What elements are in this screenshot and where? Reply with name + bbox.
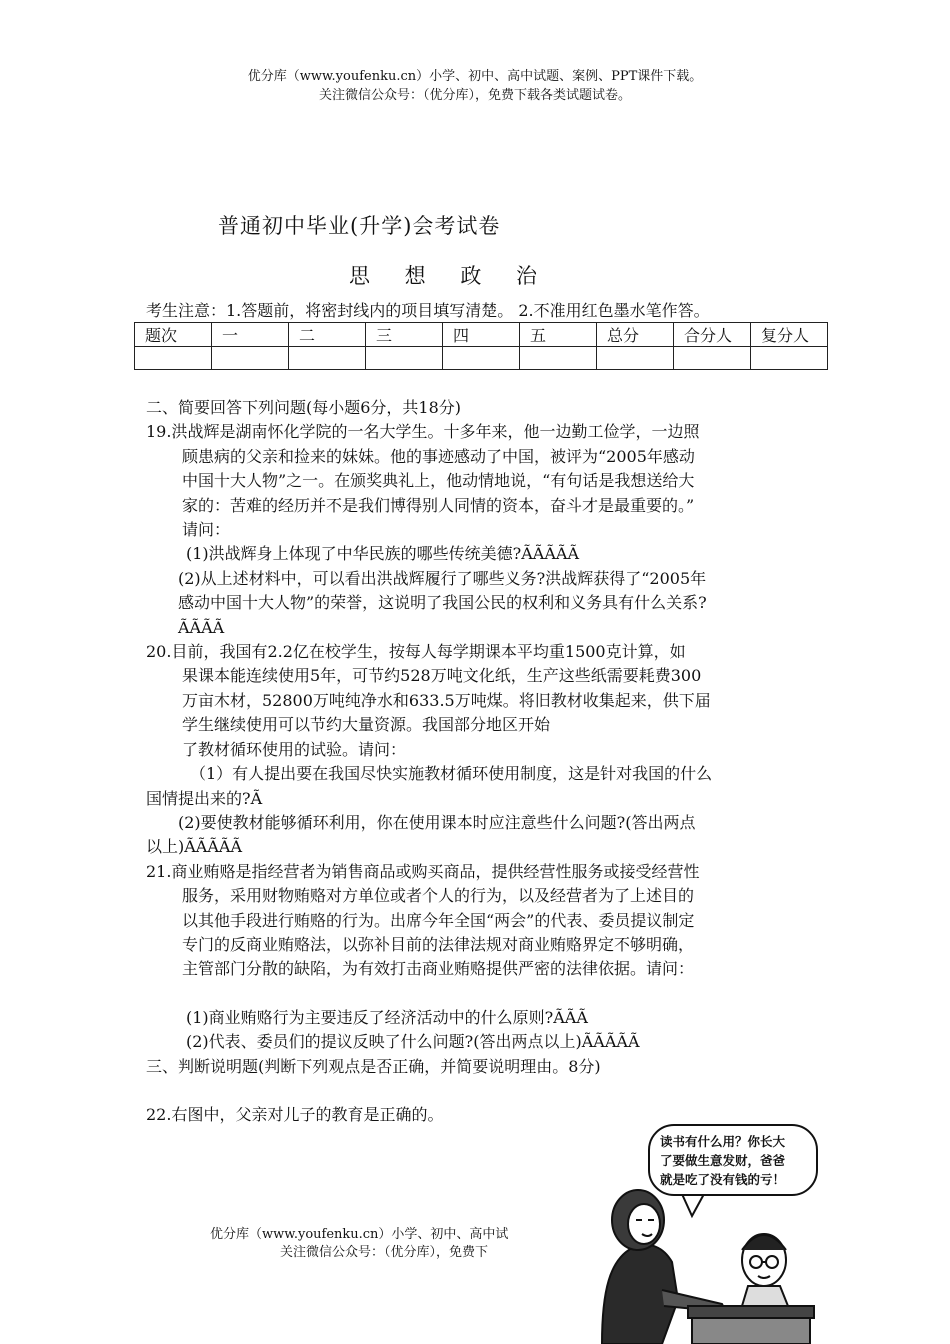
- question-20-line: 20.目前，我国有2.2亿在校学生，按每人每学期课本平均重1500克计算，如: [146, 642, 686, 662]
- bubble-line: 读书有什么用？你长大: [660, 1134, 786, 1149]
- bubble-tail: [682, 1194, 704, 1216]
- score-header-cell: 题次: [135, 323, 212, 347]
- score-entry-cell[interactable]: [289, 347, 366, 370]
- question-21-line: 专门的反商业贿赂法，以弥补目前的法律法规对商业贿赂界定不够明确，: [182, 934, 695, 954]
- question-19-line: 顾患病的父亲和捡来的妹妹。他的事迹感动了中国，被评为“2005年感动: [182, 446, 695, 466]
- question-20-part-2-line: 以上)ÃÃÃÃÃ: [146, 837, 243, 857]
- footer: [0, 1226, 950, 1262]
- score-table-entry-row: [135, 347, 828, 370]
- question-20-line: 了教材循环使用的试验。请问：: [182, 739, 407, 759]
- score-entry-cell[interactable]: [520, 347, 597, 370]
- exam-body: [146, 396, 816, 1127]
- question-21-line: 21.商业贿赂是指经营者为销售商品或购买商品，提供经营性服务或接受经营性: [146, 861, 700, 881]
- section-3-title: 三、判断说明题(判断下列观点是否正确，并简要说明理由。8分): [146, 1056, 601, 1076]
- question-19-line: 19.洪战辉是湖南怀化学院的一名大学生。十多年来，他一边勤工俭学，一边照: [146, 422, 700, 442]
- desk: [688, 1306, 814, 1344]
- score-header-cell: 二: [289, 323, 366, 347]
- score-header-cell: 复分人: [751, 323, 828, 347]
- header-line-1: 优分库（www.youfenku.cn）小学、初中、高中试题、案例、PPT课件下载。: [247, 69, 703, 84]
- score-entry-cell[interactable]: [674, 347, 751, 370]
- question-19-part-2-line: (2)从上述材料中，可以看出洪战辉履行了哪些义务?洪战辉获得了“2005年: [178, 568, 707, 588]
- score-entry-cell[interactable]: [751, 347, 828, 370]
- score-header-cell: 三: [366, 323, 443, 347]
- section-2-title: 二、简要回答下列问题(每小题6分，共18分): [146, 398, 462, 417]
- question-19-part-1: (1)洪战辉身上体现了中华民族的哪些传统美德?ÃÃÃÃÃ: [186, 544, 580, 564]
- question-21-line: 以其他手段进行贿赂的行为。出席今年全国“两会”的代表、委员提议制定: [182, 910, 695, 930]
- question-19-part-2-line: ÃÃÃÃ: [178, 617, 225, 637]
- score-entry-cell[interactable]: [212, 347, 289, 370]
- bubble-line: 了要做生意发财，爸爸: [660, 1153, 786, 1168]
- question-21-part-2: (2)代表、委员们的提议反映了什么问题?(答出两点以上)ÃÃÃÃÃ: [186, 1032, 640, 1052]
- question-20-line: 万亩木材，52800万吨纯净水和633.5万吨煤。将旧教材收集起来，供下届: [182, 690, 711, 710]
- question-20-part-1-line: 国情提出来的?Ã: [146, 788, 263, 808]
- score-entry-cell[interactable]: [135, 347, 212, 370]
- question-21-line: 服务，采用财物贿赂对方单位或者个人的行为，以及经营者为了上述目的: [182, 886, 695, 906]
- question-19-line: 请问：: [182, 520, 231, 540]
- question-20-part-1-line: （1）有人提出要在我国尽快实施教材循环使用制度，这是针对我国的什么: [190, 764, 713, 784]
- question-21-line: 主管部门分散的缺陷，为有效打击商业贿赂提供严密的法律依据。请问：: [182, 959, 695, 979]
- exam-title: 普通初中毕业(升学)会考试卷: [218, 214, 501, 238]
- score-entry-cell[interactable]: [443, 347, 520, 370]
- score-header-cell: 四: [443, 323, 520, 347]
- score-header-cell: 合分人: [674, 323, 751, 347]
- question-20-line: 学生继续使用可以节约大量资源。我国部分地区开始: [182, 715, 551, 735]
- question-21-part-1: (1)商业贿赂行为主要违反了经济活动中的什么原则?ÃÃÃ: [186, 1007, 588, 1027]
- score-table: [134, 322, 828, 370]
- score-header-cell: 五: [520, 323, 597, 347]
- question-20-line: 果课本能连续使用5年，可节约528万吨文化纸，生产这些纸需要耗费300: [182, 666, 702, 686]
- score-entry-cell[interactable]: [597, 347, 674, 370]
- footer-line-2: 关注微信公众号：（优分库），免费下: [280, 1245, 489, 1260]
- score-header-cell: 一: [212, 323, 289, 347]
- question-19-line: 家的：苦难的经历并不是我们博得别人同情的资本，奋斗才是最重要的。”: [182, 495, 695, 515]
- header-line-2: 关注微信公众号：（优分库），免费下载各类试题试卷。: [318, 88, 631, 103]
- question-19-part-2-line: 感动中国十大人物”的荣誉，这说明了我国公民的权利和义务具有什么关系?: [178, 593, 707, 613]
- question-20-part-2-line: (2)要使教材能够循环利用，你在使用课本时应注意些什么问题?(答出两点: [178, 812, 696, 832]
- question-19-line: 中国十大人物”之一。在颁奖典礼上，他动情地说，“有句话是我想送给大: [182, 471, 695, 491]
- speech-bubble: [648, 1124, 818, 1196]
- score-header-cell: 总分: [597, 323, 674, 347]
- score-entry-cell[interactable]: [366, 347, 443, 370]
- question-22: 22.右图中，父亲对儿子的教育是正确的。: [146, 1104, 444, 1124]
- exam-subject: 思 想 政 治: [348, 264, 552, 288]
- score-table-header-row: [135, 323, 828, 347]
- exam-notice: 考生注意：1.答题前，将密封线内的项目填写清楚。 2.不准用红色墨水笔作答。: [146, 301, 710, 320]
- bubble-line: 就是吃了没有钱的亏！: [660, 1172, 786, 1187]
- footer-line-1: 优分库（www.youfenku.cn）小学、初中、高中试: [210, 1227, 509, 1242]
